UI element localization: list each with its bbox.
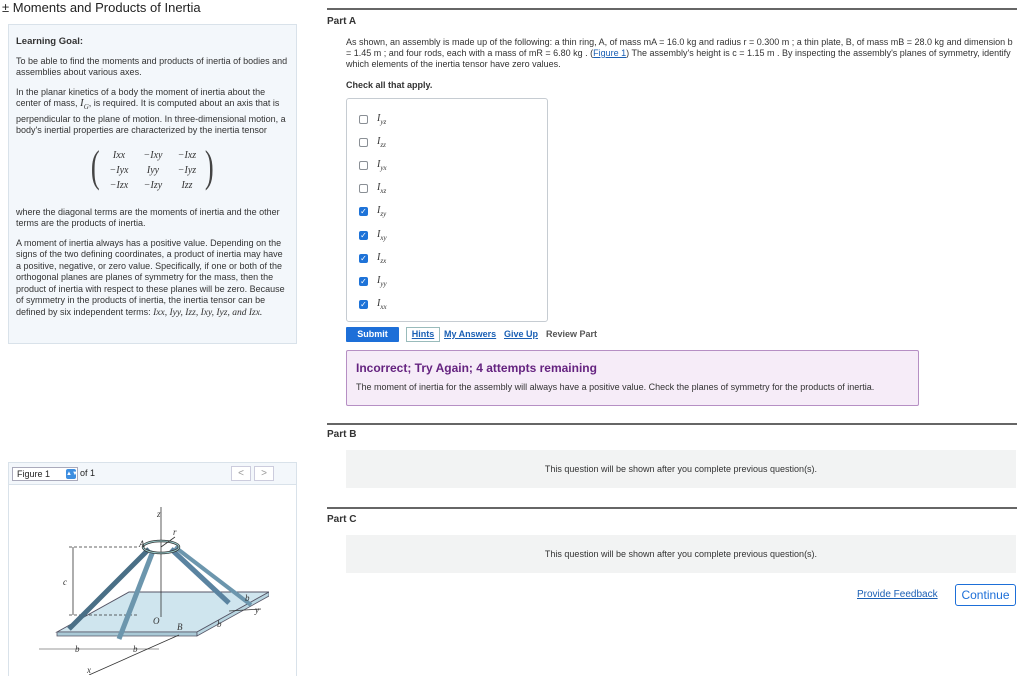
review-part-link[interactable]: Review Part [546,329,598,339]
option-label: $I_{xx}$ [377,298,387,312]
ig-symbol: $I_G$ [80,97,89,112]
continue-button[interactable]: Continue [955,584,1016,606]
assembly-figure [29,497,269,675]
option-iyy[interactable] [359,273,387,289]
incorrect-feedback [346,350,919,406]
matrix-cell: −Izx [109,179,129,191]
matrix-cell: −Iyx [109,164,129,176]
matrix-cell: Ixx [112,149,126,161]
provide-feedback-link[interactable]: Provide Feedback [857,589,938,600]
a-label: A [139,539,145,549]
b-dim-label-4: b [245,593,250,603]
hints-button[interactable]: Hints [406,327,440,342]
checkbox-checked[interactable]: ✓ [360,276,367,286]
give-up-link[interactable]: Give Up [504,329,539,339]
x-axis [89,635,179,675]
checkbox-checked[interactable]: ✓ [360,230,367,240]
checkbox-checked[interactable]: ✓ [360,253,367,263]
goal-p4-terms: Ixx, Iyy, Izz, Ixy, Iyz, and Izx. [153,307,263,318]
checkbox[interactable] [359,138,368,147]
matrix-left-paren: ( [90,141,100,191]
check-all-label: Check all that apply. [346,80,433,90]
option-izz[interactable] [359,134,386,150]
submit-button[interactable]: Submit [346,327,399,342]
option-label: $I_{yx}$ [377,158,387,172]
option-izy[interactable] [359,204,386,220]
checkbox[interactable] [359,184,368,193]
checkbox[interactable] [359,161,368,170]
learning-goal-panel [8,24,297,344]
matrix-cell: Izz [181,179,193,191]
b-dim-label-1: b [75,644,80,654]
b-plate-label: B [177,622,183,632]
part-a-label: Part A [327,16,357,27]
option-iyz[interactable] [359,111,386,127]
plate-edge [57,632,197,636]
part-c-locked-message: This question will be shown after you complete previous question(s). [346,535,1016,573]
goal-p2-text-b: , is required. It is computed about an axis that is perpendicular to the plane of motion. In three-dimensional motion, a body's inertial properties are characterized by the inertia tensor [16,98,286,136]
option-ixx[interactable] [359,297,387,313]
goal-paragraph-4 [16,238,289,320]
option-iyx[interactable] [359,157,387,173]
option-label: $I_{yz}$ [377,112,387,126]
checkbox-checked[interactable]: ✓ [360,207,367,217]
figure-select[interactable] [12,467,78,481]
z-label: z [157,509,161,519]
checkbox-checked[interactable]: ✓ [360,300,367,310]
answer-options [346,98,548,322]
goal-paragraph-2 [16,87,289,137]
o-label: O [153,616,160,626]
part-b-locked-message: This question will be shown after you complete previous question(s). [346,450,1016,488]
feedback-message: The moment of inertia for the assembly will always have a positive value. Check the planes of symmetry for the products of inertia. [356,382,875,392]
option-izx[interactable] [359,250,386,266]
option-ixy[interactable] [359,227,387,243]
part-b-label: Part B [327,429,357,440]
goal-p4-text: A moment of inertia always has a positive value. Depending on the signs of the two defining coordinates, a product of inertia may have a positive, negative, or zero value. Specifically, if one or both of the orthogonal planes are planes of symmetry for the mass, then the product of inertia with respect to these planes will be zero. Because of symmetry in the products of inertia, the inertia tensor can be defined by six independent terms: [16,237,285,317]
figure-count: of 1 [80,468,96,478]
figure-panel [8,462,297,676]
option-label: $I_{xy}$ [377,228,387,242]
r-label: r [173,527,177,537]
part-b-divider [327,423,1017,425]
figure-select-value: Figure 1 [17,469,51,479]
matrix-cell: −Ixy [143,149,163,161]
b-dim-label-3: b [217,619,222,629]
learning-goal-heading: Learning Goal: [16,36,84,47]
option-label: $I_{xz}$ [377,182,387,196]
my-answers-link[interactable]: My Answers [444,329,497,339]
matrix-cell: Iyy [146,164,160,176]
option-label: $I_{zy}$ [377,205,387,219]
figure-next-button[interactable]: > [254,466,274,481]
figure-1-link[interactable]: Figure 1 [593,48,627,58]
part-a-question: As shown, an assembly is made up of the following: a thin ring, A, of mass mA = 16.0 kg and radius r = 0.300 m ; a thin plate, B, of mass mB = 28.0 kg and dimension b = 1.45 m ; and four rods, each with a mass of mR = 6.80 kg . (Figure 1) The assembly's height is c = 1.15 m . By inspecting the assembly's planes of symmetry, identify which elements of the inertia tensor have zero values. [346,37,1013,69]
part-c-divider [327,507,1017,509]
goal-p2-text-a: In the planar kinetics of a body the moment of inertia about the center of mass, [16,86,266,108]
b-dim-label-2: b [133,644,138,654]
part-a-divider [327,8,1017,10]
matrix-right-paren: ) [204,141,214,191]
feedback-title: Incorrect; Try Again; 4 attempts remaining [356,361,597,375]
option-label: $I_{zx}$ [377,251,387,265]
option-label: $I_{yy}$ [377,274,387,288]
goal-paragraph-1: To be able to find the moments and products of inertia of bodies and assemblies about various axes. [16,55,288,77]
inertia-tensor-matrix [90,141,219,195]
c-label: c [63,577,67,587]
matrix-cell: −Ixz [177,149,197,161]
matrix-cell: −Izy [143,179,163,191]
matrix-cell: −Iyz [177,164,197,176]
figure-prev-button[interactable]: < [231,466,251,481]
y-label: y [255,605,259,615]
x-label: x [87,665,91,675]
option-label: $I_{zz}$ [377,135,386,149]
option-ixz[interactable] [359,181,386,197]
matrix-grid [102,148,204,193]
part-c-label: Part C [327,514,357,525]
figure-toolbar [9,463,296,485]
checkbox[interactable] [359,115,368,124]
page-title: ± Moments and Products of Inertia [2,0,201,15]
select-stepper-icon: ▲▼ [66,471,78,477]
goal-paragraph-3: where the diagonal terms are the moments of inertia and the other terms are the products of inertia. [16,206,280,229]
